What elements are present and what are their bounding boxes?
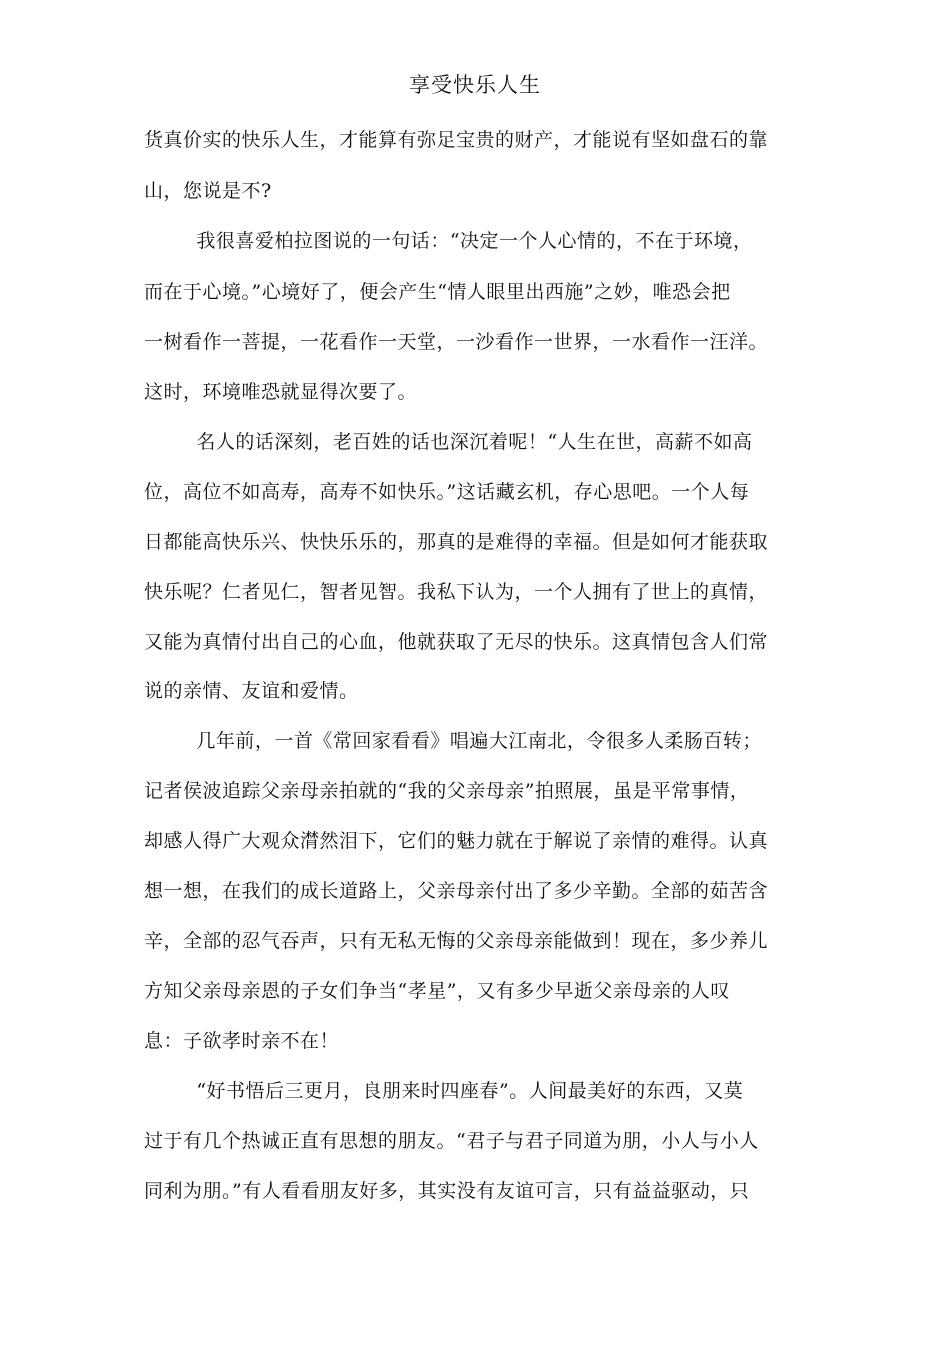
text-line: 息：子欲孝时亲不在！ <box>144 1030 340 1052</box>
text-line: “好书悟后三更月，良朋来时四座春”。人间最美好的东西，又莫 <box>144 1080 744 1102</box>
text-line: 记者侯波追踪父亲母亲拍就的“我的父亲母亲”拍照展，虽是平常事情， <box>144 780 750 802</box>
text-line: 这时，环境唯恐就显得次要了。 <box>144 381 418 403</box>
text-line: 说的亲情、友谊和爱情。 <box>144 680 359 702</box>
text-line: 同利为朋。”有人看看朋友好多，其实没有友谊可言，只有益益驱动，只 <box>144 1180 750 1202</box>
text-line: 想一想，在我们的成长道路上，父亲母亲付出了多少辛勤。全部的茹苦含 <box>144 880 769 902</box>
text-line: 山，您说是不? <box>144 180 272 202</box>
text-line: 辛，全部的忍气吞声，只有无私无悔的父亲母亲能做到！现在，多少养儿 <box>144 930 769 952</box>
text-line: 位，高位不如高寿，高寿不如快乐。”这话藏玄机，存心思吧。一个人每 <box>144 481 750 503</box>
text-line: 我很喜爱柏拉图说的一句话：“决定一个人心情的，不在于环境， <box>144 230 753 252</box>
text-line: 名人的话深刻，老百姓的话也深沉着呢！“人生在世，高薪不如高 <box>144 431 753 453</box>
text-line: 过于有几个热诚正直有思想的朋友。“君子与君子同道为朋，小人与小人 <box>144 1130 759 1152</box>
text-line: 又能为真情付出自己的心血，他就获取了无尽的快乐。这真情包含人们常 <box>144 631 769 653</box>
document-title: 享受快乐人生 <box>409 73 541 97</box>
text-line: 一树看作一菩提，一花看作一天堂，一沙看作一世界，一水看作一汪洋。 <box>144 331 769 353</box>
text-line: 几年前，一首《常回家看看》唱遍大江南北，令很多人柔肠百转； <box>144 730 762 752</box>
text-line: 快乐呢？仁者见仁，智者见智。我私下认为，一个人拥有了世上的真情， <box>144 581 769 603</box>
text-line: 货真价实的快乐人生，才能算有弥足宝贵的财产，才能说有坚如盘石的靠 <box>144 129 769 151</box>
text-line: 日都能高快乐兴、快快乐乐的，那真的是难得的幸福。但是如何才能获取 <box>144 531 769 553</box>
text-line: 而在于心境。”心境好了，便会产生“情人眼里出西施”之妙，唯恐会把 <box>144 281 731 303</box>
text-line: 却感人得广大观众潸然泪下，它们的魅力就在于解说了亲情的难得。认真 <box>144 830 769 852</box>
text-line: 方知父亲母亲恩的子女们争当“孝星”，又有多少早逝父亲母亲的人叹 <box>144 980 730 1002</box>
